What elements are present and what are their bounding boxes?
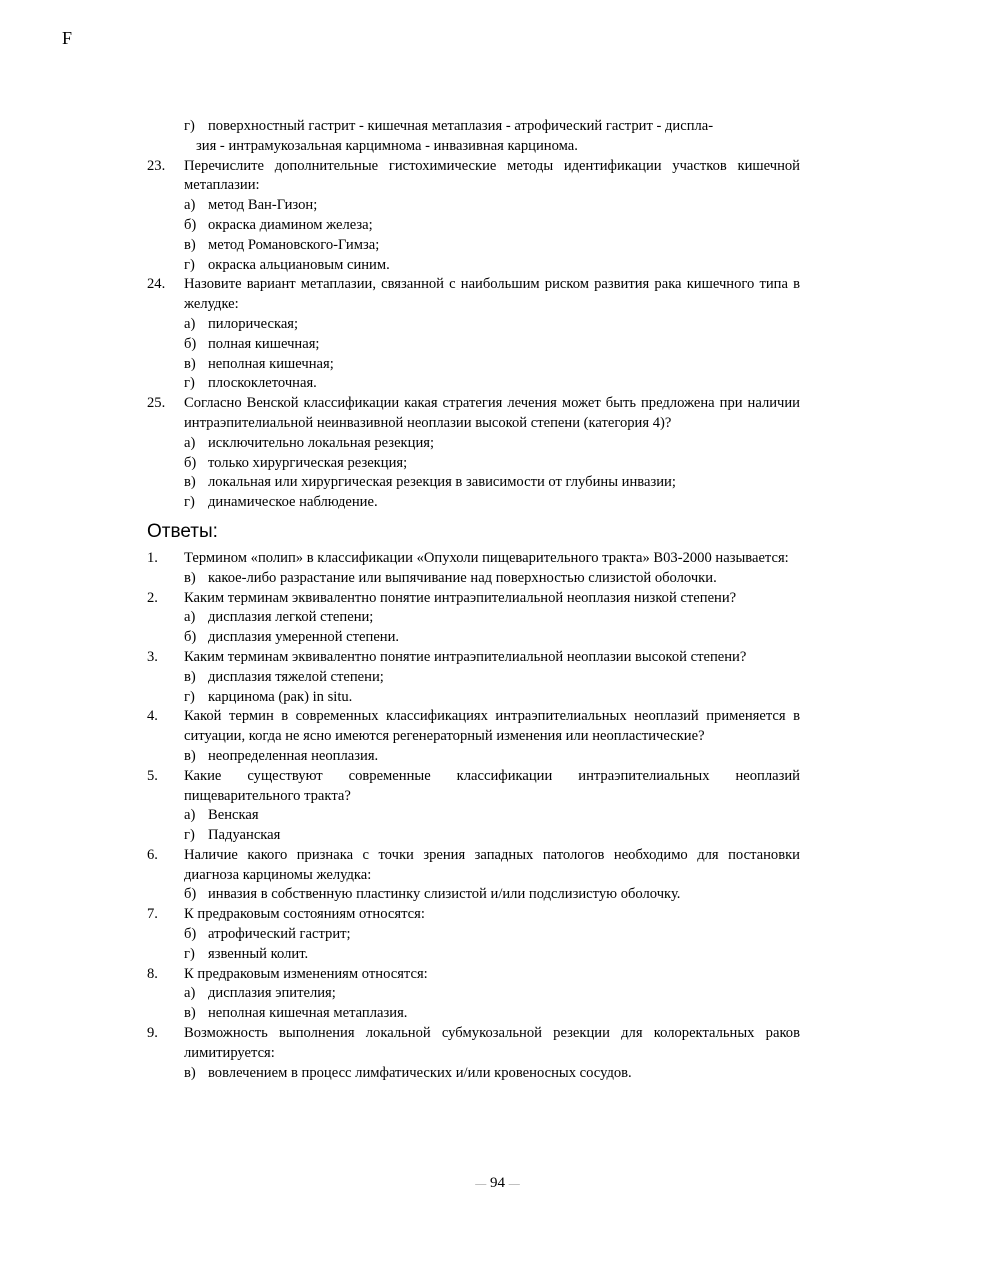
answer-number: 8. bbox=[147, 965, 158, 982]
option bbox=[147, 236, 800, 256]
option-letter: а) bbox=[184, 315, 196, 332]
option-text: окраска диамином железа; bbox=[208, 216, 373, 233]
option-letter: г) bbox=[184, 256, 195, 273]
answer-7 bbox=[147, 905, 800, 925]
answer-6 bbox=[147, 846, 800, 886]
option bbox=[147, 335, 800, 355]
option-letter: г) bbox=[184, 688, 195, 705]
option-text: дисплазия легкой степени; bbox=[208, 609, 374, 626]
answer-number: 4. bbox=[147, 708, 158, 725]
answer-option bbox=[147, 925, 800, 945]
option bbox=[147, 473, 800, 493]
option-letter: в) bbox=[184, 668, 196, 685]
option bbox=[147, 216, 800, 236]
question-number: 25. bbox=[147, 395, 166, 412]
option-letter: г) bbox=[184, 945, 195, 962]
option-text: поверхностный гастрит - кишечная метаплазия - атрофический гастрит - диспла- bbox=[208, 118, 714, 134]
option-text: какое-либо разрастание или выпячивание над поверхностью слизистой оболочки. bbox=[208, 569, 717, 586]
option bbox=[147, 434, 800, 454]
option bbox=[147, 315, 800, 335]
option-text: язвенный колит. bbox=[208, 945, 309, 962]
option-text: дисплазия тяжелой степени; bbox=[208, 668, 384, 685]
answer-question: Наличие какого признака с точки зрения западных патологов необходимо для постановки диагноза карциномы желудка: bbox=[184, 846, 800, 883]
option bbox=[147, 256, 800, 276]
answer-9 bbox=[147, 1024, 800, 1064]
option-letter: б) bbox=[184, 454, 197, 471]
answer-question: Какие существуют современные классификации интраэпителиальных неоплазий пищеварительного тракта? bbox=[184, 767, 800, 804]
option bbox=[147, 374, 800, 394]
option bbox=[147, 454, 800, 474]
option-letter: а) bbox=[184, 985, 196, 1002]
option-letter: в) bbox=[184, 1064, 196, 1081]
option-text: метод Ван-Гизон; bbox=[208, 197, 318, 214]
answer-option bbox=[147, 945, 800, 965]
option-letter: а) bbox=[184, 609, 196, 626]
option-letter: г) bbox=[184, 827, 195, 844]
answer-option bbox=[147, 1004, 800, 1024]
option bbox=[147, 493, 800, 513]
question-23 bbox=[147, 157, 800, 197]
option-text: зия - интрамукозальная карцимнома - инвазивная карцинома. bbox=[196, 137, 578, 154]
option-text: вовлечением в процесс лимфатических и/или кровеносных сосудов. bbox=[208, 1064, 632, 1081]
option-letter: в) bbox=[184, 474, 196, 491]
answer-option bbox=[147, 826, 800, 846]
answer-option bbox=[147, 668, 800, 688]
page-number: 94 bbox=[490, 1175, 505, 1191]
option-letter: г) bbox=[184, 118, 195, 134]
answer-3 bbox=[147, 648, 800, 668]
answer-number: 3. bbox=[147, 648, 158, 665]
answer-number: 5. bbox=[147, 767, 158, 784]
option-text: неполная кишечная метаплазия. bbox=[208, 1005, 408, 1022]
answer-question: Каким терминам эквивалентно понятие интраэпителиальной неоплазии высокой степени? bbox=[184, 648, 747, 665]
option-text: полная кишечная; bbox=[208, 335, 320, 352]
answer-number: 2. bbox=[147, 589, 158, 606]
answer-option bbox=[147, 608, 800, 628]
option-text: неопределенная неоплазия. bbox=[208, 747, 379, 764]
option-letter: б) bbox=[184, 886, 197, 903]
option-text: окраска альциановым синим. bbox=[208, 256, 390, 273]
option-text: метод Романовского-Гимза; bbox=[208, 236, 380, 253]
option-text: динамическое наблюдение. bbox=[208, 494, 378, 511]
answer-8 bbox=[147, 965, 800, 985]
option-letter: а) bbox=[184, 197, 196, 214]
answer-option bbox=[147, 984, 800, 1004]
option-text: локальная или хирургическая резекция в зависимости от глубины инвазии; bbox=[208, 474, 676, 491]
option-fragment-cont bbox=[147, 137, 800, 157]
answer-1 bbox=[147, 549, 800, 569]
answer-option bbox=[147, 806, 800, 826]
answer-5 bbox=[147, 767, 800, 807]
answer-option bbox=[147, 688, 800, 708]
option-fragment bbox=[147, 117, 800, 137]
answer-question: Возможность выполнения локальной субмукозальной резекции для колоректальных раков лимитируется: bbox=[184, 1025, 800, 1061]
option-letter: г) bbox=[184, 375, 195, 392]
option-letter: в) bbox=[184, 747, 196, 764]
answer-number: 1. bbox=[147, 549, 158, 566]
answer-option bbox=[147, 1064, 800, 1084]
option-letter: в) bbox=[184, 355, 196, 372]
option-text: исключительно локальная резекция; bbox=[208, 434, 435, 451]
option-text: Венская bbox=[208, 807, 259, 824]
answer-option bbox=[147, 747, 800, 767]
option-letter: в) bbox=[184, 236, 196, 253]
answer-option bbox=[147, 628, 800, 648]
option bbox=[147, 355, 800, 375]
option-text: дисплазия умеренной степени. bbox=[208, 629, 400, 646]
answer-question: К предраковым состояниям относятся: bbox=[184, 906, 425, 923]
option-letter: г) bbox=[184, 494, 195, 511]
answer-question: Термином «полип» в классификации «Опухоли пищеварительного тракта» В03-2000 называется: bbox=[184, 549, 789, 566]
question-text: Согласно Венской классификации какая стратегия лечения может быть предложена при наличии интраэпителиальной неинвазивной неоплазии высокой степени (категория 4)? bbox=[184, 395, 800, 431]
option-text: инвазия в собственную пластинку слизистой и/или подслизистую оболочку. bbox=[208, 886, 681, 903]
question-25 bbox=[147, 394, 800, 434]
option-text: дисплазия эпителия; bbox=[208, 985, 336, 1002]
answer-number: 6. bbox=[147, 846, 158, 863]
answer-option bbox=[147, 569, 800, 589]
option-text: плоскоклеточная. bbox=[208, 375, 317, 392]
option-letter: в) bbox=[184, 569, 196, 586]
option-letter: а) bbox=[184, 434, 196, 451]
option-text: только хирургическая резекция; bbox=[208, 454, 408, 471]
answer-option bbox=[147, 885, 800, 905]
answer-number: 7. bbox=[147, 906, 158, 923]
option-letter: б) bbox=[184, 926, 197, 943]
footer-dash-right: — bbox=[508, 1178, 520, 1190]
footer-dash-left: — bbox=[475, 1178, 487, 1190]
question-24 bbox=[147, 275, 800, 315]
answer-question: Каким терминам эквивалентно понятие интраэпителиальной неоплазия низкой степени? bbox=[184, 589, 737, 606]
option-text: атрофический гастрит; bbox=[208, 926, 351, 943]
answer-number: 9. bbox=[147, 1025, 158, 1042]
option-text: Падуанская bbox=[208, 827, 281, 844]
option bbox=[147, 196, 800, 216]
answer-question: К предраковым изменениям относятся: bbox=[184, 965, 428, 982]
answer-question: Какой термин в современных классификациях интраэпителиальных неоплазий применяется в ситуации, когда не ясно имеются регенераторный изменения или неопластические? bbox=[184, 708, 800, 745]
question-number: 23. bbox=[147, 157, 166, 174]
question-text: Перечислите дополнительные гистохимические методы идентификации участков кишечной метаплазии: bbox=[184, 157, 800, 194]
option-letter: в) bbox=[184, 1005, 196, 1022]
option-letter: а) bbox=[184, 807, 196, 824]
option-text: неполная кишечная; bbox=[208, 355, 334, 372]
page-content bbox=[147, 117, 800, 1083]
option-letter: б) bbox=[184, 335, 197, 352]
option-text: карцинома (рак) in situ. bbox=[208, 688, 353, 705]
answer-2 bbox=[147, 589, 800, 609]
option-letter: б) bbox=[184, 216, 197, 233]
answers-heading: Ответы: bbox=[147, 520, 218, 542]
question-number: 24. bbox=[147, 276, 166, 293]
option-text: пилорическая; bbox=[208, 315, 299, 332]
corner-mark: F bbox=[62, 28, 73, 48]
page-footer bbox=[0, 1175, 995, 1192]
question-text: Назовите вариант метаплазии, связанной с наибольшим риском развития рака кишечного типа в желудке: bbox=[184, 276, 800, 313]
option-letter: б) bbox=[184, 629, 197, 646]
answer-4 bbox=[147, 707, 800, 747]
